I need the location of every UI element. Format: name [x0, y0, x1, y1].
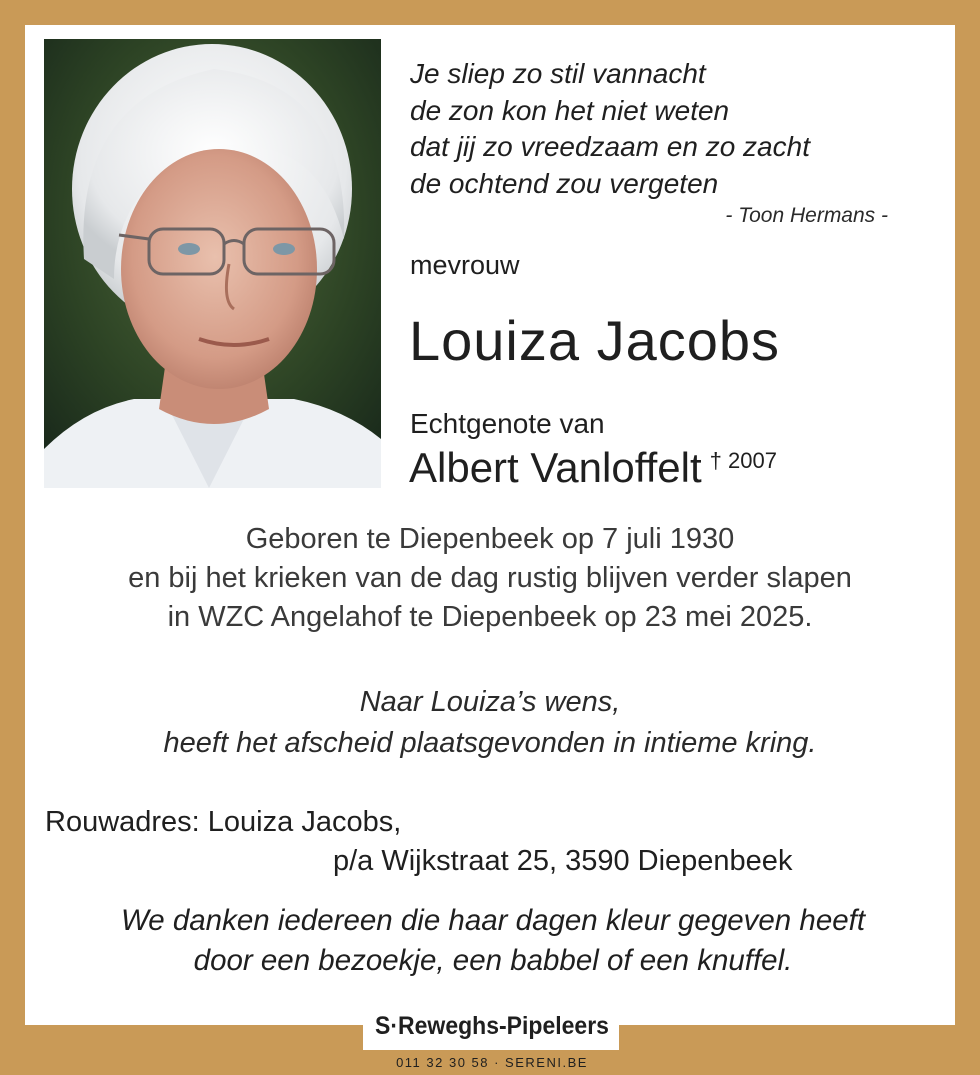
mourning-address-line2: p/a Wijkstraat 25, 3590 Diepenbeek: [333, 845, 793, 877]
funeral-home-contact: 011 32 30 58 · SERENI.BE: [396, 1055, 588, 1070]
birth-death-line: en bij het krieken van de dag rustig blijven verder slapen: [128, 562, 852, 594]
spouse-intro: Echtgenote van: [410, 408, 605, 439]
poem-line: de zon kon het niet weten: [410, 94, 730, 126]
bottom-border-left: [25, 1025, 363, 1050]
thanks-line: door een bezoekje, een babbel of een knuffel.: [193, 944, 793, 977]
wish-text: [0, 682, 980, 764]
spouse-death-year: † 2007: [709, 448, 777, 473]
portrait-photo: [44, 39, 381, 488]
wish-line: heeft het afscheid plaatsgevonden in intieme kring.: [163, 727, 817, 759]
poem: [410, 56, 810, 202]
poem-line: de ochtend zou vergeten: [410, 167, 719, 199]
birth-death-text: [0, 520, 980, 637]
honorific: mevrouw: [410, 250, 520, 280]
birth-death-line: in WZC Angelahof te Diepenbeek op 23 mei 2025.: [167, 601, 813, 633]
funeral-home-name: S·Reweghs-Pipeleers: [375, 1012, 609, 1040]
spouse-name: Albert Vanloffelt: [409, 444, 702, 491]
poem-line: dat jij zo vreedzaam en zo zacht: [410, 131, 810, 162]
poem-line: Je sliep zo stil vannacht: [410, 58, 706, 89]
thanks-line: We danken iedereen die haar dagen kleur gegeven heeft: [120, 904, 866, 937]
birth-death-line: Geboren te Diepenbeek op 7 juli 1930: [245, 523, 735, 555]
deceased-name: Louiza Jacobs: [409, 309, 781, 372]
spouse-line: [409, 444, 777, 492]
bottom-border-right: [619, 1025, 955, 1050]
wish-line: Naar Louiza’s wens,: [359, 686, 621, 718]
thanks-text: [0, 901, 980, 981]
poem-author: - Toon Hermans -: [725, 204, 888, 227]
mourning-address-line1: Rouwadres: Louiza Jacobs,: [45, 806, 402, 838]
